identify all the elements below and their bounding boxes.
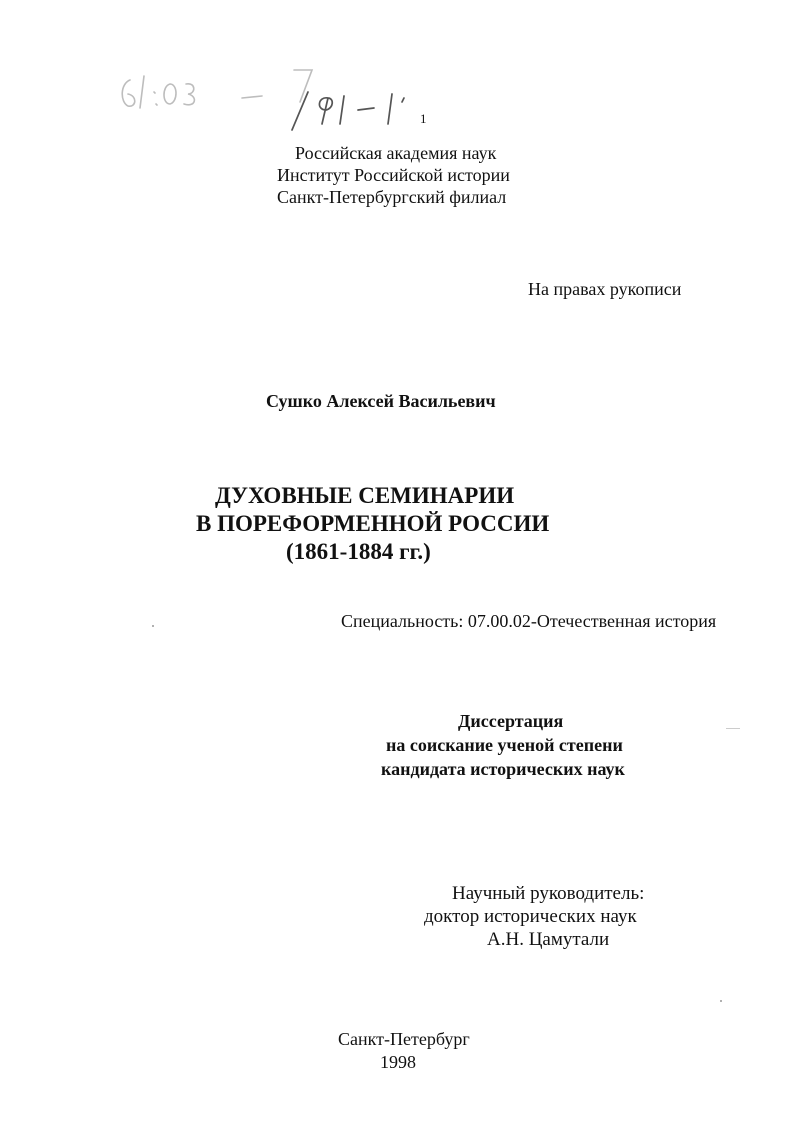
archive-stamp (112, 62, 442, 132)
degree-line-2: на соискание ученой степени (386, 735, 623, 755)
rights-note: На правах рукописи (528, 279, 682, 299)
title-line-3: (1861-1884 гг.) (286, 539, 431, 564)
title-line-2: В ПОРЕФОРМЕННОЙ РОССИИ (196, 511, 550, 536)
supervisor-degree: доктор исторических наук (424, 906, 637, 927)
institution-line-3: Санкт-Петербургский филиал (277, 187, 507, 207)
scan-speck (720, 1000, 722, 1002)
degree-line-3: кандидата исторических наук (381, 759, 625, 779)
author-name: Сушко Алексей Васильевич (266, 391, 496, 411)
institution-line-1: Российская академия наук (295, 143, 497, 163)
city: Санкт-Петербург (338, 1029, 470, 1049)
page-number: 1 (420, 111, 427, 126)
supervisor-name: А.Н. Цамутали (487, 929, 610, 950)
institution-line-2: Институт Российской истории (277, 165, 510, 185)
title-line-1: ДУХОВНЫЕ СЕМИНАРИИ (215, 483, 515, 508)
degree-line-1: Диссертация (458, 711, 564, 731)
supervisor-label: Научный руководитель: (452, 883, 645, 904)
year: 1998 (380, 1052, 416, 1072)
scan-speck (726, 728, 740, 729)
specialty: Специальность: 07.00.02-Отечественная история (341, 611, 717, 631)
scan-speck (152, 625, 154, 627)
